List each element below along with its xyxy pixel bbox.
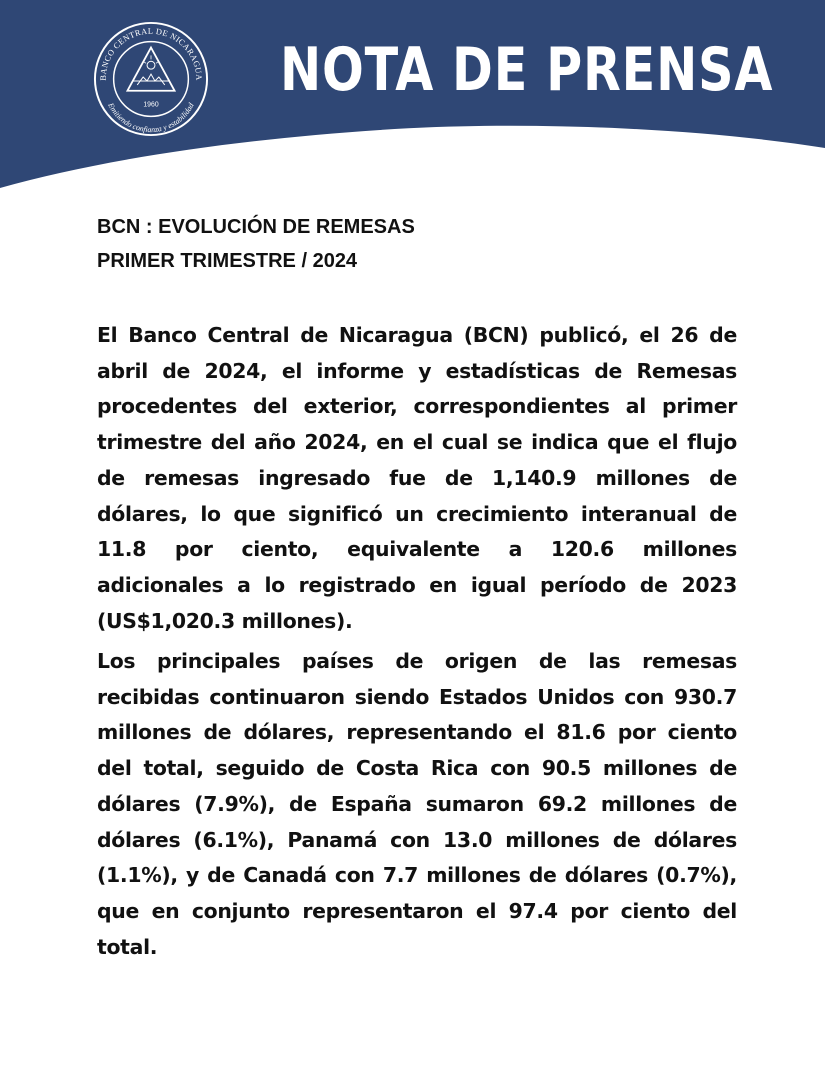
seal-motto-text: Emitiendo confianza y estabilidad bbox=[106, 101, 196, 135]
heading-line-2: PRIMER TRIMESTRE / 2024 bbox=[97, 250, 358, 272]
bcn-seal-logo bbox=[92, 20, 210, 138]
document-heading bbox=[97, 210, 415, 278]
body-paragraph-2: Los principales países de origen de las remesas recibidas continuaron siendo Estados Unidos con 930.7 millones de dólares, representando el 81.6 por ciento del total, seguido de Costa Rica con 90.5 millones de dólares (7.9%), de España sumaron 69.2 millones de dólares (6.1%), Panamá con 13.0 millones de dólares (1.1%), y de Canadá con 7.7 millones de dólares (0.7%), que en conjunto representaron el 97.4 por ciento del total. bbox=[97, 649, 737, 959]
page-title: NOTA DE PRENSA bbox=[280, 35, 774, 105]
heading-line-1: BCN : EVOLUCIÓN DE REMESAS bbox=[97, 216, 415, 238]
header-banner bbox=[0, 0, 825, 190]
seal-year-text: 1960 bbox=[143, 101, 159, 109]
body-paragraph-1: El Banco Central de Nicaragua (BCN) publicó, el 26 de abril de 2024, el informe y estadísticas de Remesas procedentes del exterior, correspondientes al primer trimestre del año 2024, en el cual se indica que el flujo de remesas ingresado fue de 1,140.9 millones de dólares, lo que significó un crecimiento interanual de 11.8 por ciento, equivalente a 120.6 millones adicionales a lo registrado en igual período de 2023 (US$1,020.3 millones). bbox=[97, 323, 737, 633]
seal-name-text: BANCO CENTRAL DE NICARAGUA bbox=[98, 26, 204, 81]
